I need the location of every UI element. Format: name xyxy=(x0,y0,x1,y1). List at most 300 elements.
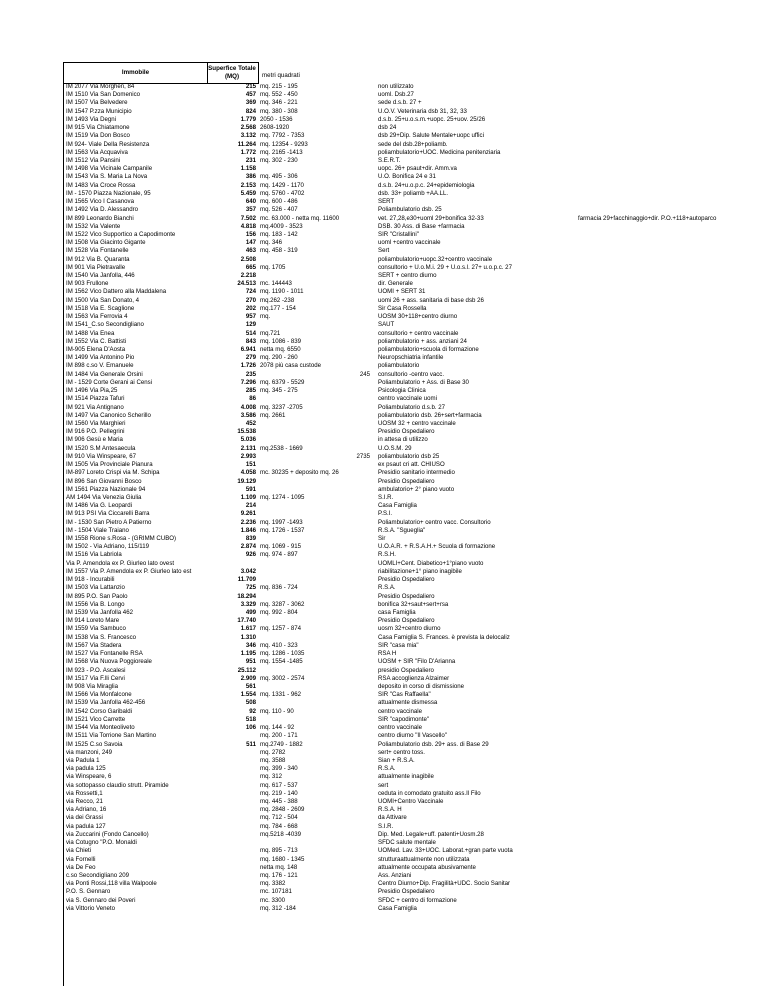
immobile-cell: IM 1547 P.zza Municipio xyxy=(66,107,132,115)
immobile-cell: IM 918 - Incurabili xyxy=(66,576,115,584)
table-row xyxy=(0,798,768,806)
note-cell: sede del dsb.28+poliamb. xyxy=(378,140,448,148)
metri-quadrati-cell: mq. 1705 xyxy=(260,263,286,271)
superficie-cell: 3.586 xyxy=(240,411,256,419)
metri-quadrati-cell: mq. 302 - 230 xyxy=(260,156,298,164)
note-cell: Poliambulatorio dsb. 25 xyxy=(378,206,442,214)
immobile-cell: IM 2077 Via Morghen, 84 xyxy=(66,83,135,90)
superficie-cell: 25.112 xyxy=(237,666,256,674)
immobile-cell: IM 910 Via Winspeare, 67 xyxy=(66,452,137,460)
header-superficie-cell xyxy=(206,62,259,84)
table-row xyxy=(0,609,768,617)
immobile-cell: IM 1488 Via Enea xyxy=(66,329,115,337)
note-cell: attualmente inagibile xyxy=(378,773,434,781)
metri-quadrati-cell: mq. 312 -184 xyxy=(260,904,296,912)
table-row xyxy=(0,872,768,880)
metri-quadrati-cell: mq. 12354 - 9293 xyxy=(260,140,308,148)
superficie-cell: 2.153 xyxy=(240,181,256,189)
note-cell: Psicologia Clinica xyxy=(378,387,426,395)
table-row xyxy=(0,330,768,338)
note-cell: Presidio sanitario intermedio xyxy=(378,469,455,477)
note-cell: Sert xyxy=(378,247,390,255)
superficie-cell: 18.294 xyxy=(237,592,256,600)
metri-quadrati-cell: mq.262 -238 xyxy=(260,296,295,304)
note-cell: in attesa di utilizzo xyxy=(378,436,428,444)
superficie-cell: 231 xyxy=(245,156,256,164)
table-row xyxy=(0,527,768,535)
superficie-cell: 147 xyxy=(245,239,256,247)
note-cell: U.O.V. Veterinaria dsb 31, 32, 33 xyxy=(378,107,467,115)
table-row xyxy=(0,297,768,305)
immobile-cell: IM 1502 - Via Adriano, 115/119 xyxy=(66,543,149,551)
immobile-cell: IM 1507 Via Belvedere xyxy=(66,99,128,107)
immobile-cell: IM 1532 Via Valente xyxy=(66,222,121,230)
table-row xyxy=(0,625,768,633)
note-cell: centro vaccinale uomi xyxy=(378,395,437,403)
note-cell: consultorio + centro vaccinale xyxy=(378,329,459,337)
note-cell: Casa Famiglia xyxy=(378,904,417,912)
table-row xyxy=(0,190,768,198)
table-row xyxy=(0,132,768,140)
metri-quadrati-cell: mq. 895 - 713 xyxy=(260,847,298,855)
immobile-cell: IM 1518 Via E. Scaglione xyxy=(66,304,135,312)
superficie-cell: 156 xyxy=(245,230,256,238)
superficie-cell: 151 xyxy=(245,461,256,469)
immobile-cell: IM 1567 Via Stadera xyxy=(66,641,122,649)
metri-quadrati-cell: mq. 552 - 450 xyxy=(260,91,298,99)
metri-quadrati-cell: mq. 1554 -1485 xyxy=(260,658,303,666)
metri-quadrati-cell: mq. 176 - 121 xyxy=(260,872,298,879)
immobile-cell: IM 1522 Vico Supportico a Capodimonte xyxy=(66,230,176,238)
note-cell: U.O. Bonifica 24 e 31 xyxy=(378,173,436,181)
superficie-cell: 106 xyxy=(245,724,256,732)
metri-quadrati-cell: mq.721 xyxy=(260,329,281,337)
metri-quadrati-cell: mq. 1997 -1493 xyxy=(260,518,303,526)
superficie-cell: 824 xyxy=(245,107,256,115)
metri-quadrati-cell: mq. 1274 - 1095 xyxy=(260,493,305,501)
metri-quadrati-cell: mq. 600 - 486 xyxy=(260,198,298,206)
metri-quadrati-cell: mq. 712 - 504 xyxy=(260,814,298,822)
table-row xyxy=(0,634,768,642)
table-row xyxy=(0,83,768,91)
table-row xyxy=(0,108,768,116)
note-cell: sert+ centro toss. xyxy=(378,748,425,756)
superficie-cell: 4.818 xyxy=(240,222,256,230)
table-row xyxy=(0,264,768,272)
table-row xyxy=(0,601,768,609)
table-row xyxy=(0,486,768,494)
superficie-cell: 5.036 xyxy=(240,436,256,444)
table-row xyxy=(0,461,768,469)
superficie-cell: 951 xyxy=(245,658,256,666)
metri-quadrati-cell: mq. 144 - 92 xyxy=(260,724,295,732)
note-cell: Presidio Ospedaliero xyxy=(378,428,435,436)
table-row xyxy=(0,362,768,370)
immobile-cell: IM 1508 Via Giacinto Gigante xyxy=(66,239,146,247)
note-cell: dsb. 33+ poliamb +AA.LL. xyxy=(378,189,449,197)
note-cell: SAUT xyxy=(378,321,395,329)
metri-quadrati-cell: mq. 974 - 897 xyxy=(260,551,298,559)
table-row xyxy=(0,568,768,576)
table-row xyxy=(0,338,768,346)
immobile-cell: IM 1568 Via Nuova Poggioreale xyxy=(66,658,152,666)
immobile-cell: IM 1543 Via S. Maria La Nova xyxy=(66,173,148,181)
note-cell: Presidio Ospedaliero xyxy=(378,576,435,584)
table-row xyxy=(0,420,768,428)
table-row xyxy=(0,478,768,486)
table-row xyxy=(0,428,768,436)
immobile-cell: IM 1514 Piazza Tafuri xyxy=(66,395,125,403)
note-cell: poliambulatorio+scuola di formazione xyxy=(378,346,479,353)
table-row xyxy=(0,905,768,913)
note-cell: R.S.A. xyxy=(378,584,396,592)
metri-quadrati-cell: mq. 2782 xyxy=(260,748,286,756)
header-immobile-cell xyxy=(63,62,208,84)
immobile-cell: IM - 1570 Piazza Nazionale, 95 xyxy=(66,189,151,197)
note-cell: Sian + R.S.A. xyxy=(378,756,415,764)
immobile-cell: IM 915 Via Chiatamone xyxy=(66,124,130,132)
note-cell: Presidio Ospedaliero xyxy=(378,477,435,485)
header-immobile: Immobile xyxy=(121,69,150,76)
superficie-cell: 2.993 xyxy=(240,452,256,460)
note-cell: centro diurno "Il Vascello" xyxy=(378,732,447,740)
table-row xyxy=(0,551,768,559)
table-row xyxy=(0,839,768,847)
table-row xyxy=(0,897,768,905)
metri-quadrati-cell: mc. 144443 xyxy=(260,280,292,288)
note-cell: RSA H xyxy=(378,650,397,658)
superficie-cell: 926 xyxy=(245,551,256,559)
metri-quadrati-cell: mq. 380 - 308 xyxy=(260,107,298,115)
table-row xyxy=(0,790,768,798)
superficie-cell: 2.874 xyxy=(240,543,256,551)
note-cell: vet. 27,28,e30+uoml 29+bonifica 32-33 xyxy=(378,214,484,222)
immobile-cell: IM 1500 Via San Donato, 4 xyxy=(66,296,140,304)
superficie-cell: 499 xyxy=(245,609,256,616)
superficie-cell: 3.042 xyxy=(240,567,256,575)
metri-quadrati-cell: netta mq. 148 xyxy=(260,863,298,871)
superficie-cell: 1.554 xyxy=(240,691,256,699)
immobile-cell: IM 1497 Via Canonico Scherillo xyxy=(66,411,151,419)
table-row xyxy=(0,280,768,288)
superficie-cell: 725 xyxy=(245,584,256,592)
note-cell: uosm 32+centro diurno xyxy=(378,625,441,633)
metri-quadrati-cell: mq. 200 - 171 xyxy=(260,732,298,740)
immobile-cell: via De Feo xyxy=(66,863,96,871)
immobile-cell: IM 1559 Via Sambuco xyxy=(66,625,126,633)
note-cell: dsb 24 xyxy=(378,124,397,132)
superficie-cell: 1.158 xyxy=(240,165,256,173)
table-row xyxy=(0,749,768,757)
metri-quadrati-cell: mq. 219 - 140 xyxy=(260,789,298,797)
note-cell: non utilizzato xyxy=(378,83,414,90)
superficie-cell: 508 xyxy=(245,699,256,707)
immobile-cell: IM 1527 Via Fontanelle RSA xyxy=(66,650,143,658)
superficie-cell: 24.513 xyxy=(237,280,256,288)
metri-quadrati-cell: mq.4009 - 3523 xyxy=(260,222,303,230)
immobile-cell: via manzoni, 249 xyxy=(66,748,113,756)
table-row xyxy=(0,757,768,765)
metri-quadrati-cell: mq. 5760 - 4702 xyxy=(260,189,305,197)
table-row xyxy=(0,288,768,296)
metri-quadrati-cell: mq. 2661 xyxy=(260,411,286,419)
immobile-cell: IM 1542 Corso Garibaldi xyxy=(66,707,133,715)
metri-quadrati-cell: mq. 836 - 724 xyxy=(260,584,298,592)
table-row xyxy=(0,494,768,502)
metri-quadrati-cell: mc. 63.000 - netta mq. 11600 xyxy=(260,214,340,222)
immobile-cell: IM 1566 Via Monfalcone xyxy=(66,691,132,699)
immobile-cell: IM 1541_C.so Secondigliano xyxy=(66,321,144,329)
superficie-cell: 724 xyxy=(245,288,256,296)
note-cell: uoml +centro vaccinale xyxy=(378,239,441,247)
note-cell: SFDC salute mentale xyxy=(378,839,436,847)
table-row xyxy=(0,149,768,157)
superficie-cell: 4.058 xyxy=(240,469,256,477)
note-cell: SFDC + centro di formazione xyxy=(378,896,457,904)
note-cell: sert xyxy=(378,781,389,789)
note-cell: poliambulatorio+UOC. Medicina penitenziaria xyxy=(378,148,501,156)
superficie-cell: 235 xyxy=(245,370,256,378)
immobile-cell: IM 1520 S.M Antesaecula xyxy=(66,444,136,452)
superficie-cell: 7.502 xyxy=(240,214,256,222)
table-row xyxy=(0,379,768,387)
metri-quadrati-cell: mq. 345 - 275 xyxy=(260,387,298,395)
immobile-cell: IM 1525 C.so Savoia xyxy=(66,740,123,748)
immobile-cell: via Ponti Rossi,118 villa Walpoole xyxy=(66,880,157,888)
table-row xyxy=(0,584,768,592)
note-cell: U.O.S.M. 29 xyxy=(378,444,412,452)
immobile-cell: IM 1563 Via Ferrovia 4 xyxy=(66,313,128,321)
table-row xyxy=(0,732,768,740)
metri-quadrati-cell: mq.2538 - 1669 xyxy=(260,444,303,452)
table-row xyxy=(0,206,768,214)
note-cell: poliambulatorio dsb 25 xyxy=(378,452,440,460)
note-cell: da Attivare xyxy=(378,814,407,822)
table-row xyxy=(0,141,768,149)
table-row xyxy=(0,888,768,896)
table-row xyxy=(0,576,768,584)
superficie-cell: 214 xyxy=(245,502,256,510)
superficie-cell: 15.538 xyxy=(237,428,256,436)
immobile-cell: via Cotugno "P.O. Monaldi xyxy=(66,839,137,847)
immobile-cell: IM 1556 Via B. Longo xyxy=(66,600,125,608)
superficie-cell: 7.296 xyxy=(240,378,256,386)
superficie-cell: 957 xyxy=(245,313,256,321)
immobile-cell: IM 1528 Via Fontanelle xyxy=(66,247,129,255)
superficie-cell: 4.008 xyxy=(240,403,256,411)
metri-quadrati-cell: mq. 1331 - 962 xyxy=(260,691,301,699)
metri-quadrati-cell: mq. 312 xyxy=(260,773,283,781)
immobile-cell: IM 924- Viale Della Resistenza xyxy=(66,140,150,148)
table-row xyxy=(0,617,768,625)
metri-quadrati-cell: mq. 215 - 195 xyxy=(260,83,298,90)
note-cell: SIR "Cristallini" xyxy=(378,230,419,238)
table-row xyxy=(0,560,768,568)
note-cell: Neuropschiatria infantile xyxy=(378,354,444,362)
immobile-cell: IM 896 San Giovanni Bosco xyxy=(66,477,142,485)
note-cell: DSB. 30 Ass. di Base +farmacia xyxy=(378,222,465,230)
note-cell: S.I.R. xyxy=(378,822,394,830)
metri-quadrati-cell: mq. 3002 - 2574 xyxy=(260,674,305,682)
immobile-cell: IM 1492 Via D. Alessandro xyxy=(66,206,139,214)
metri-quadrati-cell: 2078 più casa custode xyxy=(260,362,321,370)
note-cell: UOMLI+Cent. Diabetico+1°piano vuoto xyxy=(378,559,484,567)
immobile-cell: IM 1493 Via Degni xyxy=(66,115,117,123)
superficie-cell: 2.218 xyxy=(240,272,256,280)
metri-quadrati-cell: mq. 3237 -2705 xyxy=(260,403,303,411)
note-cell: Presidio Ospedaliero xyxy=(378,617,435,625)
note-cell: poliambulatorio xyxy=(378,362,420,370)
metri-quadrati-cell: mq. 1429 - 1170 xyxy=(260,181,304,189)
superficie-cell: 561 xyxy=(245,682,256,690)
note-cell: Poliambulatorio+ centro vacc. Consultorio xyxy=(378,518,491,526)
note-cell: R.S.A. "Sgueglia" xyxy=(378,526,426,534)
superficie-cell: 279 xyxy=(245,354,256,362)
superficie-cell: 514 xyxy=(245,329,256,337)
immobile-cell: Via P. Amendola ex P. Giurleo lato ovest xyxy=(66,559,175,567)
immobile-cell: via Adriano, 16 xyxy=(66,806,107,814)
table-row xyxy=(0,412,768,420)
table-row xyxy=(0,535,768,543)
extra-note-cell: farmacia 29+facchinaggio+dir. P.O.+118+autoparco xyxy=(578,214,717,222)
immobile-cell: IM 1519 Via Don Bosco xyxy=(66,132,130,140)
immobile-cell: IM 1552 Via C. Battisti xyxy=(66,337,127,345)
table-row xyxy=(0,765,768,773)
superficie-cell: 518 xyxy=(245,715,256,723)
superficie-cell: 17.740 xyxy=(237,617,256,625)
note-cell: poliambulatorio dsb. 26+sert+farmacia xyxy=(378,411,482,419)
superficie-cell: 346 xyxy=(245,641,256,649)
note-cell: uopc. 26+ psaut+dir. Amm.va xyxy=(378,165,457,173)
superficie-cell: 2.568 xyxy=(240,124,256,132)
immobile-cell: IM 1521 Vico Carrette xyxy=(66,715,126,723)
metri-quadrati-cell: mq. 617 - 537 xyxy=(260,781,298,789)
metri-quadrati-cell: mq. 6379 - 5529 xyxy=(260,378,305,386)
table-row xyxy=(0,642,768,650)
metri-quadrati-cell: mq. 1726 - 1537 xyxy=(260,526,305,534)
table-row xyxy=(0,305,768,313)
table-row xyxy=(0,231,768,239)
table-row xyxy=(0,256,768,264)
table-row xyxy=(0,124,768,132)
table-row xyxy=(0,658,768,666)
immobile-cell: IM 1496 Via Pia,25 xyxy=(66,387,118,395)
immobile-cell: IM 1563 Via Acquaviva xyxy=(66,148,128,156)
note-cell: attualmente occupata abusivamente xyxy=(378,863,476,871)
note-cell: ambulatorio+ 2° piano vuoto xyxy=(378,485,455,493)
table-row xyxy=(0,272,768,280)
note-cell: UOMI + SERT 31 xyxy=(378,288,426,296)
immobile-cell: IM 1562 Vico Dattero alla Maddalena xyxy=(66,288,167,296)
immobile-cell: IM 1539 Via Janfolla 462 xyxy=(66,609,133,616)
metri-quadrati-cell: mq. 784 - 668 xyxy=(260,822,298,830)
immobile-cell: c.so Secondigliano 209 xyxy=(66,872,130,879)
table-row xyxy=(0,831,768,839)
metri-quadrati-cell: mq. 346 - 221 xyxy=(260,99,298,107)
table-row xyxy=(0,99,768,107)
metri-quadrati-cell: mq. 992 - 804 xyxy=(260,609,298,616)
note-cell: sede d.s.b. 27 + xyxy=(378,99,422,107)
metri-quadrati-cell: mq. 290 - 260 xyxy=(260,354,298,362)
note-cell: R.S.H. xyxy=(378,551,396,559)
table-row xyxy=(0,387,768,395)
immobile-cell: via Zuccarini (Fondo Cancello) xyxy=(66,830,149,838)
table-row xyxy=(0,404,768,412)
superficie-cell: 19.129 xyxy=(237,477,256,485)
immobile-cell: IM 908 Via Miraglia xyxy=(66,682,119,690)
note-cell: U.O.A.R. + R.S.A.H.+ Scuola di formazione xyxy=(378,543,496,551)
immobile-cell: via Chieti xyxy=(66,847,92,855)
superficie-cell: 2.131 xyxy=(240,444,256,452)
superficie-cell: 9.261 xyxy=(240,510,256,518)
metri-quadrati-cell: mq. 2165 -1413 xyxy=(260,148,303,156)
table-row xyxy=(0,215,768,223)
metri-quadrati-cell: netta mq. 6550 xyxy=(260,346,301,353)
metri-quadrati-cell: mq.177 - 154 xyxy=(260,304,296,312)
table-row xyxy=(0,239,768,247)
immobile-cell: P.O. S. Gennaro xyxy=(66,888,111,896)
immobile-cell: IM 1517 Via F.lli Cervi xyxy=(66,674,125,682)
note-cell: Centro Diurno+Dip. Fragilità+UDC. Socio Sanitar xyxy=(378,880,511,888)
immobile-cell: IM 1512 Via Pansini xyxy=(66,156,121,164)
table-row xyxy=(0,814,768,822)
superficie-cell: 2.508 xyxy=(240,255,256,263)
superficie-cell: 511 xyxy=(246,740,256,748)
metri-quadrati-cell: mc. 107181 xyxy=(260,888,292,896)
table-row xyxy=(0,313,768,321)
note-cell: ceduta in comodato gratuito ass.Il Filo xyxy=(378,789,481,797)
metri-quadrati-cell: mq. 346 xyxy=(260,239,283,247)
note-cell: UOSM 32 + centro vaccinale xyxy=(378,419,456,427)
immobile-cell: IM 1539 Via Janfolla 462-456 xyxy=(66,699,146,707)
note-cell: riabilitazione+1° piano inagibile xyxy=(378,567,462,575)
table-row xyxy=(0,395,768,403)
superficie-cell: 452 xyxy=(245,419,256,427)
note-cell: SIR "casa mia" xyxy=(378,641,419,649)
table-row xyxy=(0,823,768,831)
immobile-cell: IM - 1529 Corte Gerani ai Censi xyxy=(66,378,153,386)
metri-quadrati-cell: mq. 495 - 306 xyxy=(260,173,298,181)
immobile-cell: IM 1544 Via Monteoliveto xyxy=(66,724,135,732)
immobile-cell: via S. Gennaro dei Poveri xyxy=(66,896,136,904)
table-row xyxy=(0,864,768,872)
immobile-cell: IM 1560 Via Marghieri xyxy=(66,419,126,427)
table-row xyxy=(0,741,768,749)
header-superficie-line1: Superfice Totale xyxy=(208,65,256,72)
metri-quadrati-cell: mq. 1257 - 874 xyxy=(260,625,301,633)
immobile-cell: via Rossetti,1 xyxy=(66,789,103,797)
superficie-cell: 1.109 xyxy=(240,493,256,501)
immobile-cell: IM 923 - P.O. Ascalesi xyxy=(66,666,126,674)
note-cell: strutturaattualmente non utilizzata xyxy=(378,855,470,863)
superficie-cell: 92 xyxy=(249,707,256,715)
immobile-cell: IM - 1504 Viale Traiano xyxy=(66,526,129,534)
secondary-number-cell: 245 xyxy=(359,370,370,378)
immobile-cell: via Fornelli xyxy=(66,855,96,863)
note-cell: SERT xyxy=(378,198,395,206)
note-cell: S.I.R. xyxy=(378,493,394,501)
note-cell: RSA accoglienza Alzaimer xyxy=(378,674,450,682)
table-row xyxy=(0,354,768,362)
note-cell: P.S.I. xyxy=(378,510,393,518)
table-row xyxy=(0,371,768,379)
note-cell: S.E.R.T. xyxy=(378,156,401,164)
note-cell: Presidio Ospedaliero xyxy=(378,592,435,600)
table-row xyxy=(0,699,768,707)
table-row xyxy=(0,157,768,165)
note-cell: Dip. Med. Legale+uff. patenti+Uosm.28 xyxy=(378,830,484,838)
table-row xyxy=(0,593,768,601)
